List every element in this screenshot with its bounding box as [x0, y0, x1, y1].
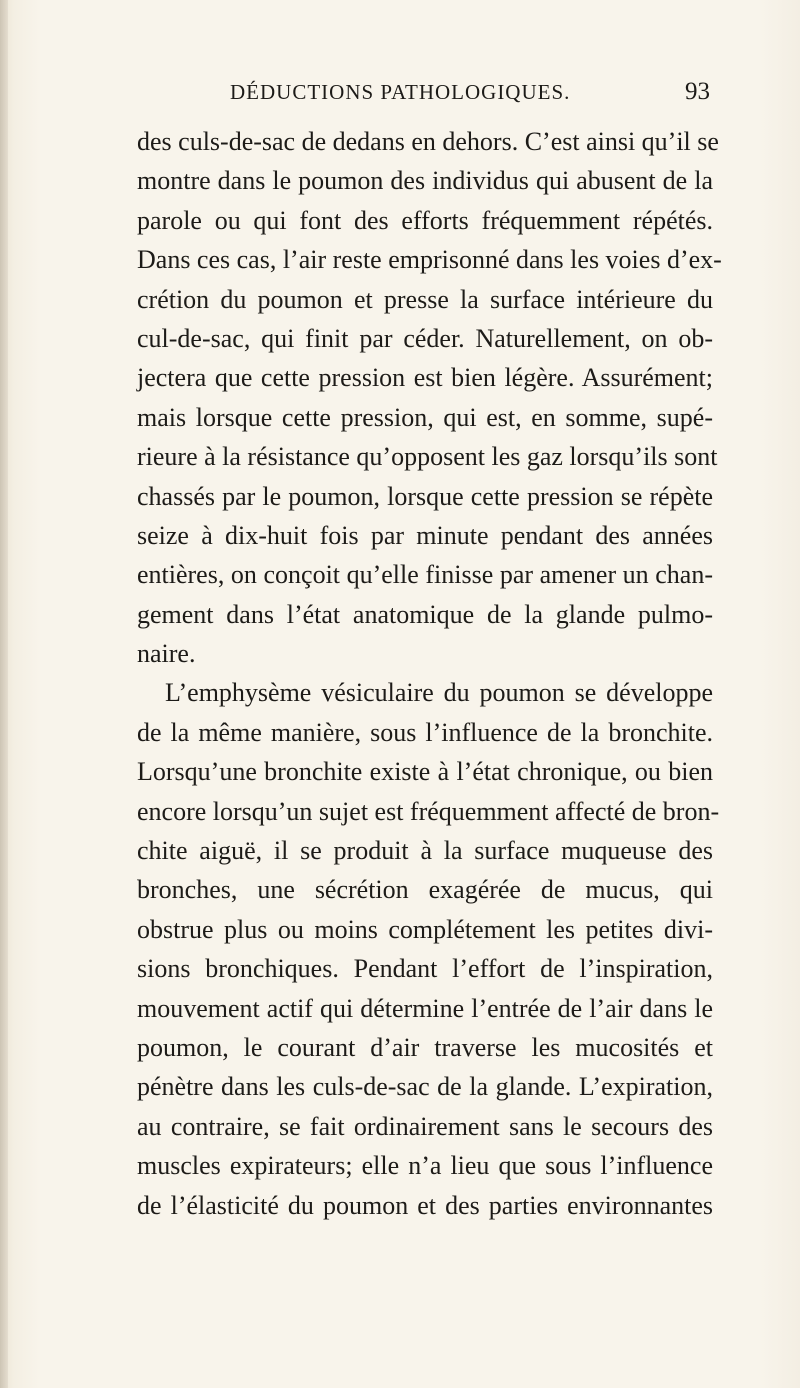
text-line: jectera que cette pression est bien légère. Assurément;: [137, 363, 713, 393]
text-line: pénètre dans les culs-de-sac de la glande. L’expiration,: [137, 1072, 713, 1102]
text-line: gement dans l’état anatomique de la glande pulmo-: [137, 599, 713, 629]
text-line: bronches, une sécrétion exagérée de mucus, qui: [137, 875, 713, 905]
text-line: Lorsqu’une bronchite existe à l’état chronique, ou bien: [137, 757, 713, 787]
text-line: cul-de-sac, qui finit par céder. Naturellement, on ob-: [137, 323, 713, 353]
text-line: de la même manière, sous l’influence de la bronchite.: [137, 717, 713, 747]
text-line: sions bronchiques. Pendant l’effort de l’inspiration,: [137, 954, 713, 984]
running-title: DÉDUCTIONS PATHOLOGIQUES.: [230, 80, 571, 104]
text-line: seize à dix-huit fois par minute pendant des années: [137, 520, 713, 550]
text-line: au contraire, se fait ordinairement sans le secours des: [137, 1111, 713, 1141]
text-line: Dans ces cas, l’air reste emprisonné dans les voies d’ex-: [137, 245, 722, 275]
text-line: rieure à la résistance qu’opposent les gaz lorsqu’ils sont: [137, 442, 718, 472]
text-line-paragraph-start: L’emphysème vésiculaire du poumon se développe: [165, 678, 713, 708]
body-text: [137, 122, 722, 1225]
text-line: mais lorsque cette pression, qui est, en somme, supé-: [137, 402, 713, 432]
text-line: mouvement actif qui détermine l’entrée de l’air dans le: [137, 993, 713, 1023]
page-number: 93: [685, 78, 710, 105]
page-header: [230, 80, 710, 116]
text-line: muscles expirateurs; elle n’a lieu que sous l’influence: [137, 1151, 713, 1181]
text-line: entières, on conçoit qu’elle finisse par amener un chan-: [137, 560, 713, 590]
text-line: crétion du poumon et presse la surface intérieure du: [137, 284, 713, 314]
text-line: obstrue plus ou moins complétement les petites divi-: [137, 914, 713, 944]
text-line: encore lorsqu’un sujet est fréquemment affecté de bron-: [137, 796, 720, 826]
page-binding-edge: [0, 0, 8, 1388]
text-line: parole ou qui font des efforts fréquemment répétés.: [137, 205, 713, 235]
text-line: de l’élasticité du poumon et des parties environnantes: [137, 1190, 713, 1220]
text-line-paragraph-end: naire.: [137, 639, 196, 669]
text-line: chassés par le poumon, lorsque cette pression se répète: [137, 481, 713, 511]
text-line: des culs-de-sac de dedans en dehors. C’est ainsi qu’il se: [137, 127, 719, 156]
text-line: montre dans le poumon des individus qui abusent de la: [137, 166, 713, 196]
text-line: poumon, le courant d’air traverse les mucosités et: [137, 1032, 713, 1062]
text-line: chite aiguë, il se produit à la surface muqueuse des: [137, 836, 713, 866]
